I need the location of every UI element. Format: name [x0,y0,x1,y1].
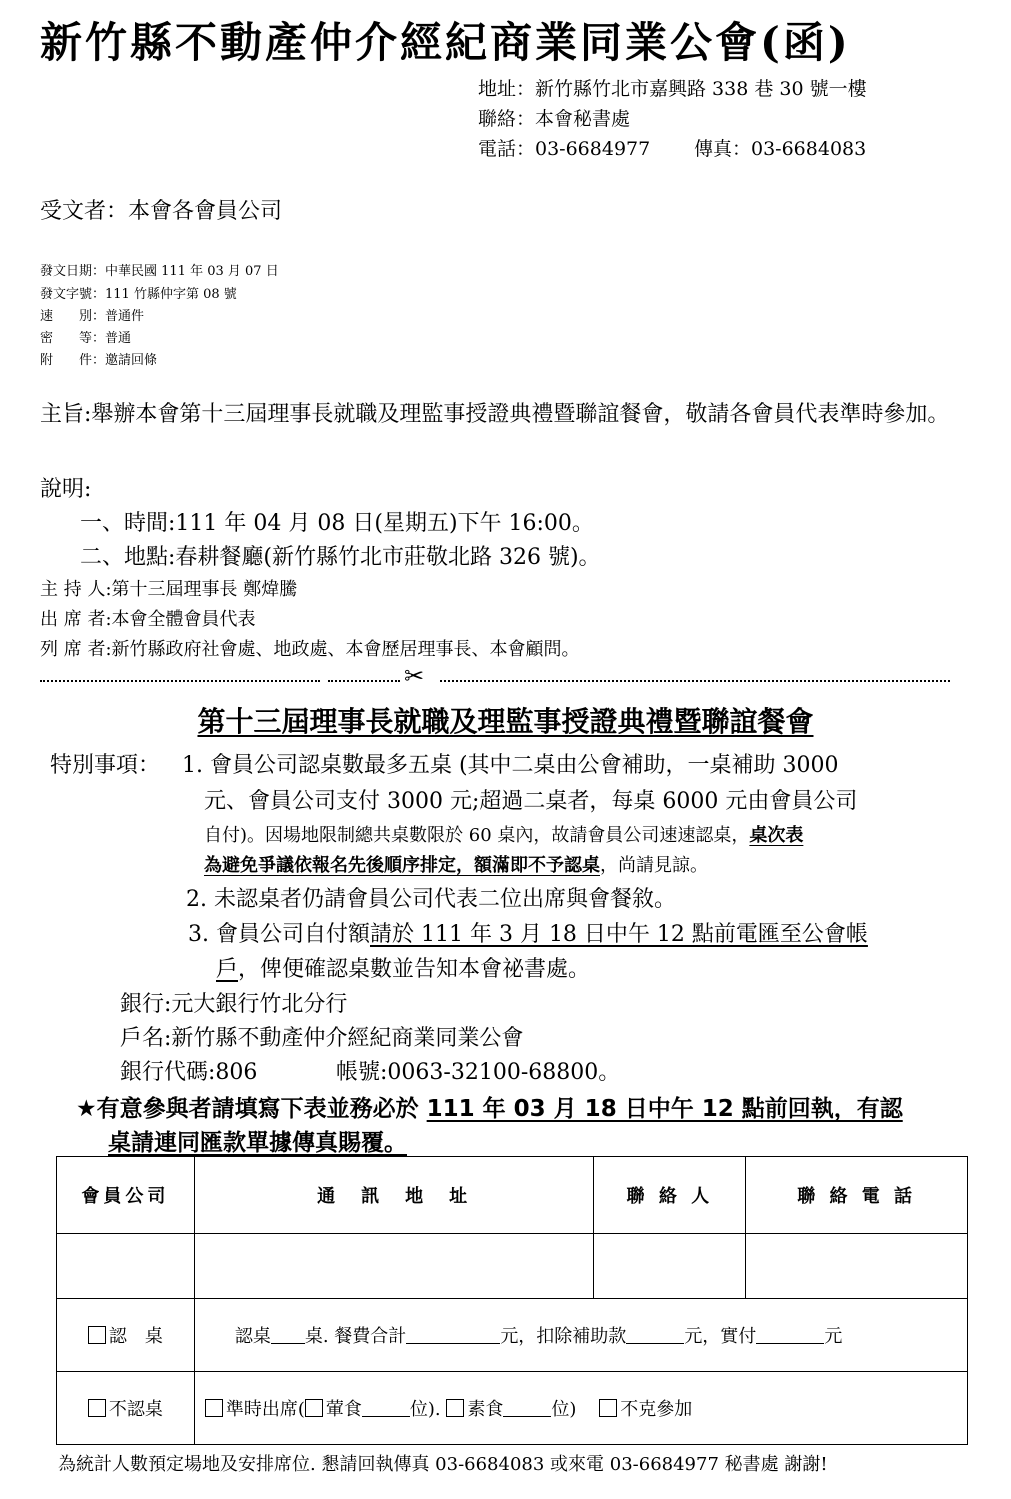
reserve-label: 認 桌 [108,1326,163,1347]
attendance-details [194,1372,967,1445]
subsidy-blank[interactable] [626,1327,684,1344]
dotted-line [440,680,950,682]
reserve-option[interactable] [57,1299,195,1372]
contact-office: 聯絡：本會秘書處 [478,108,631,130]
meal-total-text: 桌. 餐費合計 [304,1326,407,1347]
header-contact-person: 聯 絡 人 [594,1157,746,1234]
recipient: 受文者：本會各會員公司 [40,199,283,224]
meat-checkbox[interactable] [305,1399,323,1417]
subsidy-text: 元，扣除補助款 [500,1326,627,1347]
address-field[interactable] [194,1234,594,1299]
reply-notice-line2 [108,1124,407,1157]
vegetarian-text: 素食 [467,1399,504,1420]
meat-text: 葷食 [325,1399,362,1420]
vegetarian-unit: 位) [551,1399,577,1420]
reserve-text: 認桌 [234,1326,271,1347]
address: 地址：新竹縣竹北市嘉興路 338 巷 30 號一樓 [478,78,867,100]
special-item-2: 2. 未認桌者仍請會員公司代表二位出席與會餐敘。 [186,887,676,912]
no-reserve-option[interactable] [57,1372,195,1445]
secrecy-level: 密 等：普通 [40,331,132,346]
item3-label: 3. 會員公司自付額 [188,922,370,947]
table-header-row [57,1157,968,1234]
bank-code: 銀行代碼:806 [120,1060,258,1085]
apology-text: ，尚請見諒。 [600,855,708,876]
special-item-1-line3 [204,821,803,847]
notice-text: ★有意參與者請填寫下表並務必於 [76,1096,427,1122]
header-address: 通 訊 地 址 [194,1157,594,1234]
special-label: 特別事項： [50,753,161,778]
seating-chart-text: 桌次表 [749,825,804,846]
currency-text: 元 [824,1326,843,1347]
attend-checkbox[interactable] [205,1399,223,1417]
header-contact-phone: 聯 絡 電 話 [746,1157,968,1234]
guests: 列 席 者:新竹縣政府社會處、地政處、本會歷居理事長、本會顧問。 [40,639,580,660]
no-reserve-label: 不認桌 [108,1399,163,1420]
dotted-line [328,680,400,682]
meat-unit: 位). [409,1399,441,1420]
first-come-rule: 為避免爭議依報名先後順序排定，額滿即不予認桌 [204,855,600,876]
contact-person-field[interactable] [594,1234,746,1299]
special-item-3-line2 [216,952,590,983]
table-count-blank[interactable] [271,1327,305,1344]
dotted-line [40,680,320,682]
bank-name: 銀行:元大銀行竹北分行 [120,992,348,1017]
attend-text: 準時出席( [225,1399,305,1420]
decline-text: 不克參加 [620,1399,693,1420]
footer-note: 為統計人數預定場地及安排席位. 懇請回執傳真 03-6684083 或來電 03-6684977 秘書處 謝謝! [58,1454,828,1475]
reply-table [56,1156,968,1445]
scissors-icon: ✂ [404,662,425,690]
letter-title: 新竹縣不動產仲介經紀商業同業公會(函) [40,18,851,67]
form-title [0,700,1011,740]
no-reserve-table-row [57,1372,968,1445]
meat-count-blank[interactable] [362,1400,410,1417]
table-row [57,1234,968,1299]
fax-number: 傳真：03-6684083 [694,138,867,160]
cut-line [40,662,950,690]
actual-pay-blank[interactable] [756,1327,824,1344]
issue-date: 發文日期：中華民國 111 年 03 月 07 日 [40,264,279,279]
reply-deadline: 111 年 03 月 18 日中午 12 點前回執，有認 [426,1096,903,1122]
subject: 主旨:舉辦本會第十三屆理事長就職及理監事授證典禮暨聯誼餐會，敬請各會員代表準時參加。 [40,402,950,427]
reserve-checkbox[interactable] [88,1326,106,1344]
fax-reminder: 桌請連同匯款單據傳真賜覆。 [108,1130,407,1156]
attendees: 出 席 者:本會全體會員代表 [40,609,256,630]
remittance-deadline: 請於 111 年 3 月 18 日中午 12 點前電匯至公會帳 [369,922,868,947]
special-item-1: 1. 會員公司認桌數最多五桌 (其中二桌由公會補助，一桌補助 3000 [182,753,839,778]
host: 主 持 人:第十三屆理事長 鄭煒騰 [40,579,298,600]
vegetarian-checkbox[interactable] [446,1399,464,1417]
phone-number: 電話：03-6684977 [478,138,651,160]
confirm-text: ，俾便確認桌數並告知本會祕書處。 [238,957,591,982]
account-name: 戶名:新竹縣不動產仲介經紀商業同業公會 [120,1026,524,1051]
header-member-company: 會員公司 [57,1157,195,1234]
contact-phone-field[interactable] [746,1234,968,1299]
special-item-1-line2: 元、會員公司支付 3000 元;超過二桌者，每桌 6000 元由會員公司 [204,789,858,814]
member-company-field[interactable] [57,1234,195,1299]
no-reserve-checkbox[interactable] [88,1399,106,1417]
delivery-speed: 速 別：普通件 [40,309,145,324]
decline-checkbox[interactable] [599,1399,617,1417]
reserve-table-row [57,1299,968,1372]
explanation-label: 說明: [40,477,92,502]
form-title-text: 第十三屆理事長就職及理監事授證典禮暨聯誼餐會 [197,705,814,738]
reply-notice [76,1090,903,1123]
attachment: 附 件：邀請回條 [40,353,158,368]
special-item-1-line4 [204,851,708,877]
reserve-details [194,1299,967,1372]
event-time: 一、時間:111 年 04 月 08 日(星期五)下午 16:00。 [80,511,594,536]
account-number: 帳號:0063-32100-68800。 [336,1060,621,1085]
event-place: 二、地點:春耕餐廳(新竹縣竹北市莊敬北路 326 號)。 [80,545,601,570]
vegetarian-count-blank[interactable] [503,1400,551,1417]
document-number: 發文字號：111 竹縣仲字第 08 號 [40,287,237,302]
meal-total-blank[interactable] [406,1327,500,1344]
item1-text: 自付)。因場地限制總共桌數限於 60 桌內，故請會員公司速速認桌， [204,825,750,846]
account-word: 戶 [216,957,239,982]
actual-pay-text: 元，實付 [684,1326,757,1347]
special-item-3 [188,917,868,948]
